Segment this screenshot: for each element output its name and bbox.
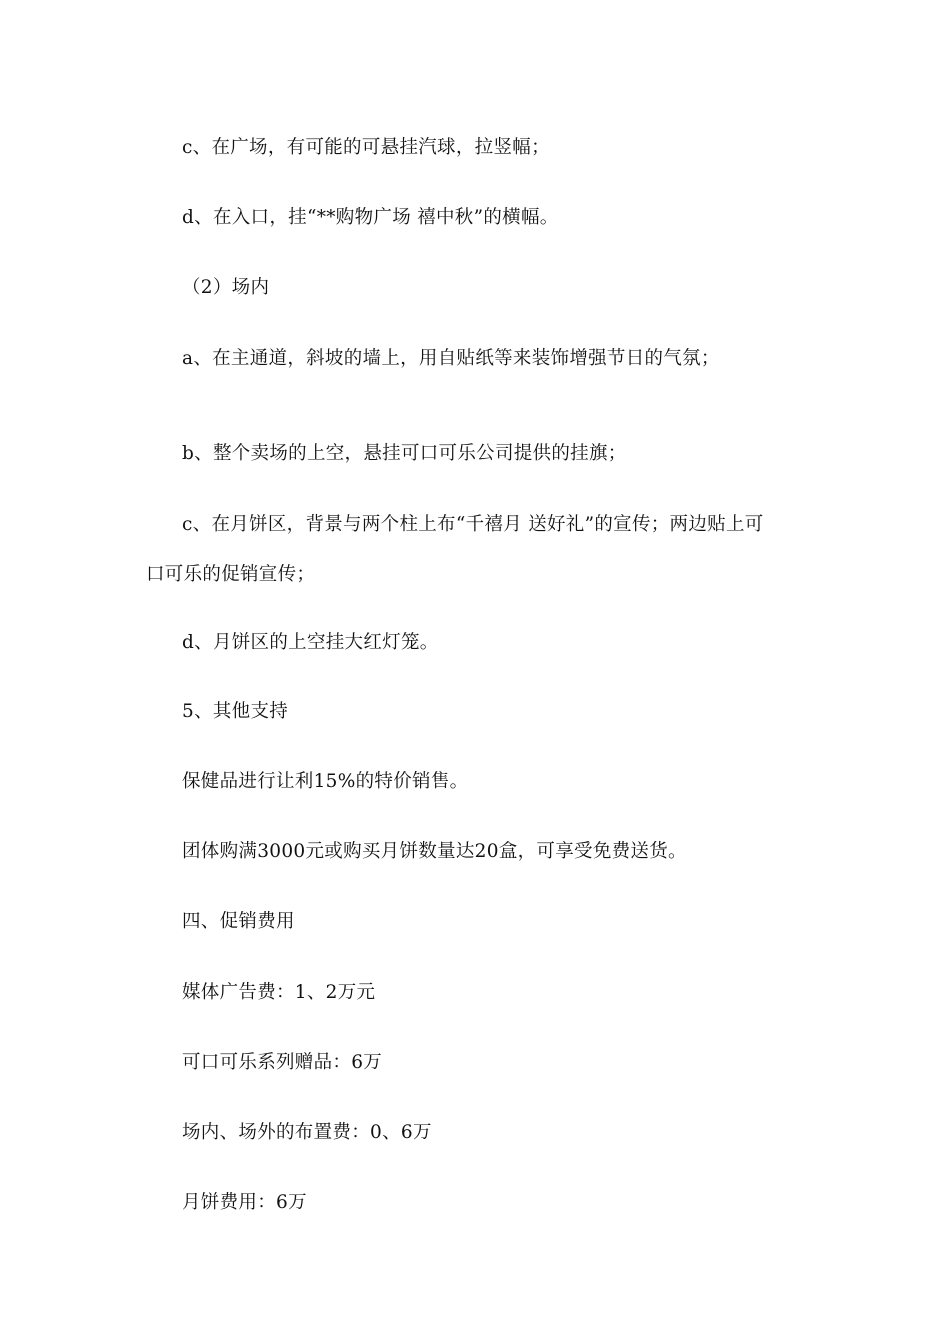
- cost-item-coca-cola-gifts: 可口可乐系列赠品：6万: [182, 1052, 383, 1073]
- paragraph-mooncake-area-continued: 口可乐的促销宣传；: [146, 564, 316, 585]
- paragraph-entrance-banner: d、在入口，挂“**购物广场 禧中秋”的横幅。: [182, 207, 559, 228]
- section-heading-other-support: 5、其他支持: [182, 701, 289, 722]
- paragraph-group-purchase: 团体购满3000元或购买月饼数量达20盒，可享受免费送货。: [182, 841, 687, 862]
- cost-item-media-ads: 媒体广告费：1、2万元: [182, 982, 376, 1003]
- paragraph-square-balloons: c、在广场，有可能的可悬挂汽球，拉竖幅；: [182, 137, 550, 158]
- paragraph-ceiling-flags: b、整个卖场的上空，悬挂可口可乐公司提供的挂旗；: [182, 443, 627, 464]
- paragraph-red-lanterns: d、月饼区的上空挂大红灯笼。: [182, 632, 439, 653]
- paragraph-health-products: 保健品进行让利15%的特价销售。: [182, 771, 469, 792]
- section-heading-indoor: （2）场内: [182, 277, 270, 298]
- cost-item-decoration: 场内、场外的布置费：0、6万: [182, 1122, 432, 1143]
- cost-item-mooncakes: 月饼费用：6万: [182, 1192, 307, 1213]
- paragraph-main-aisle: a、在主通道，斜坡的墙上，用自贴纸等来装饰增强节日的气氛；: [182, 348, 720, 369]
- paragraph-mooncake-area: c、在月饼区，背景与两个柱上布“千禧月 送好礼”的宣传；两边贴上可: [182, 514, 764, 535]
- section-heading-promotion-costs: 四、促销费用: [182, 911, 295, 932]
